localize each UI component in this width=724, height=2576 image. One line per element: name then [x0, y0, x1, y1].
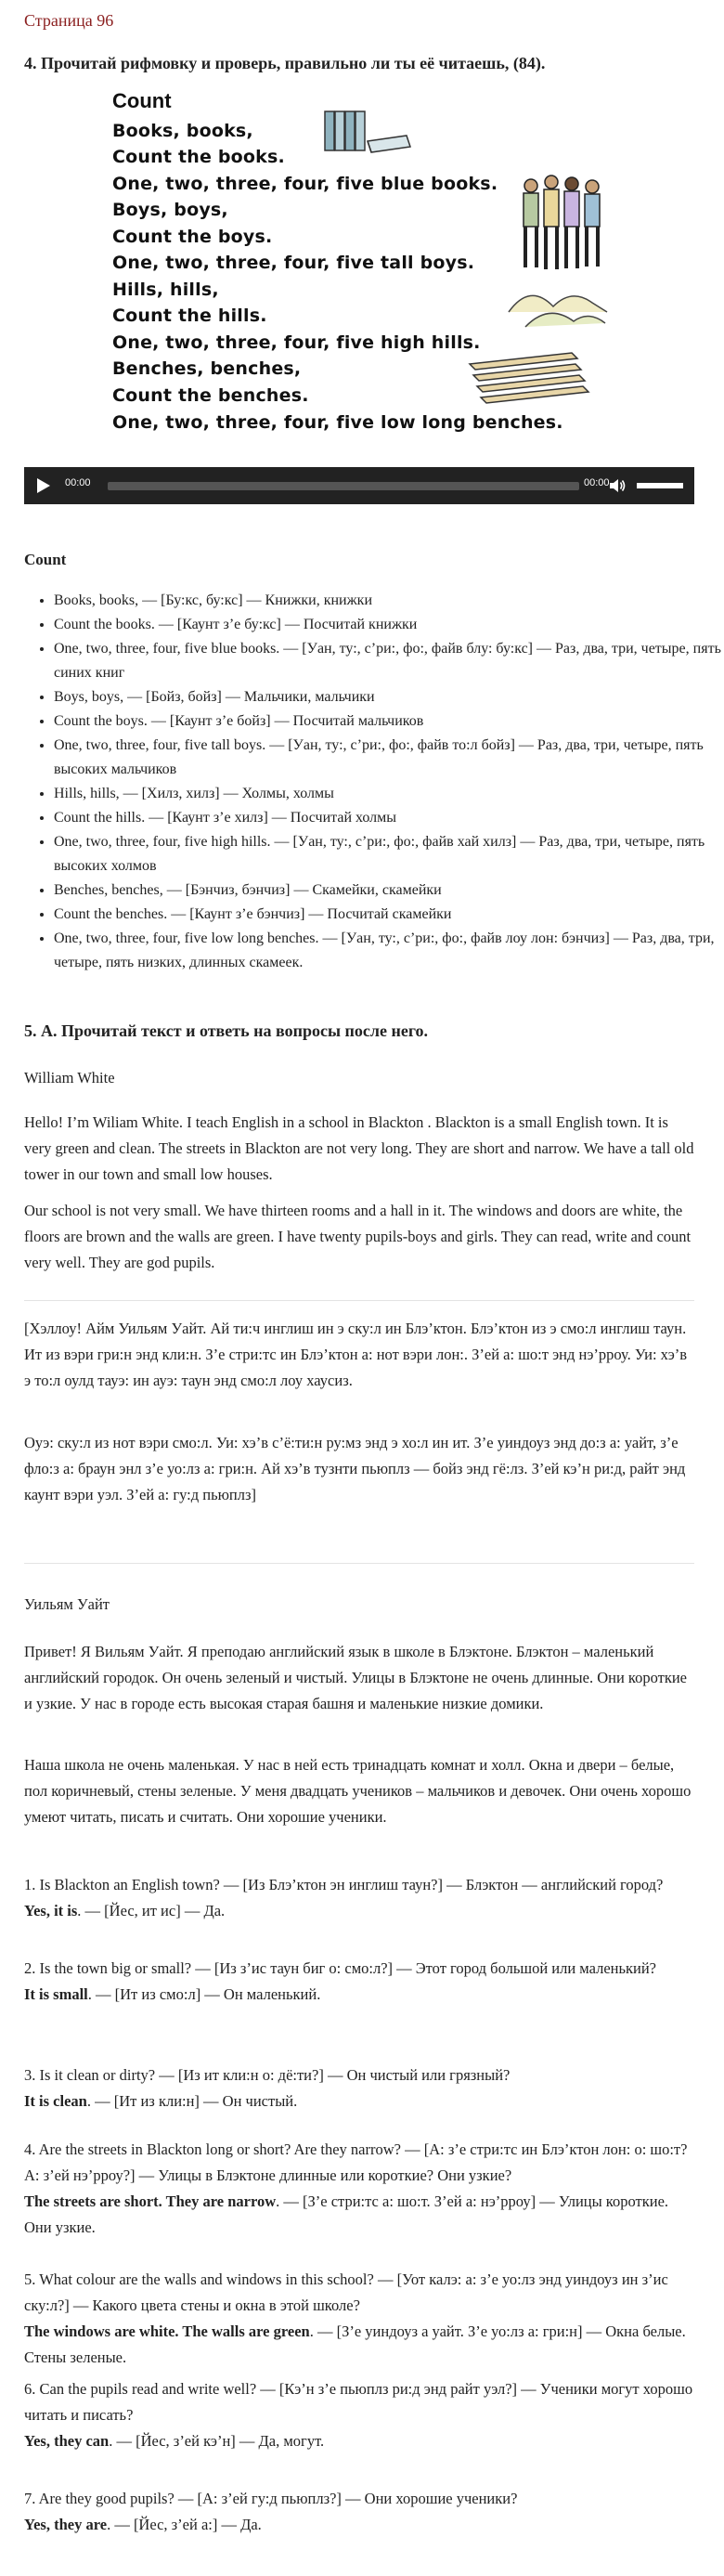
list-item: • One, two, three, four, five tall boys. — [Уан, ту:, с’ри:, фо:, файв то:л бойз] — Раз, два, три, четыре, пять высоких мальчиков	[54, 734, 724, 782]
divider	[24, 1563, 694, 1564]
answer-rest: . — [З’е уиндоуз а уайт. З’е уо:лз а: гри:н] — Окна белые. Стены зеленые.	[24, 2322, 686, 2366]
boys-icon	[518, 173, 611, 275]
rhyme-line: One, two, three, four, five low long benches.	[112, 412, 563, 433]
list-item: • One, two, three, four, five high hills. — [Уан, ту:, с’ри:, фо:, файв хай хилз] — Раз, два, три, четыре, пять высоких холмов	[54, 830, 724, 878]
rhyme-line: Count the hills.	[112, 306, 267, 326]
qa-item	[24, 2376, 694, 2454]
rhyme-title: Count	[112, 89, 172, 112]
task5-title: 5. А. Прочитай текст и ответь на вопросы после него.	[24, 1021, 429, 1040]
qa-item	[24, 2062, 694, 2114]
hills-icon	[507, 275, 609, 331]
text-paragraph: Our school is not very small. We have thirteen rooms and a hall in it. The windows and doors are white, the floors are brown and the walls are green. I have twenty pupils-boys and girls. They can read, write and count very well. They are god pupils.	[24, 1202, 692, 1271]
qa-item	[24, 2137, 694, 2241]
text-heading: William White	[24, 1069, 115, 1086]
rhyme-line: Count the boys.	[112, 227, 273, 247]
answer-en: The windows are white. The walls are green	[24, 2322, 310, 2340]
vocab-list	[24, 589, 724, 975]
rhyme-line: One, two, three, four, five blue books.	[112, 174, 498, 194]
qa-item	[24, 1872, 694, 1924]
qa-item	[24, 2267, 694, 2371]
translation-heading: Уильям Уайт	[24, 1595, 110, 1613]
answer-rest: . — [Йес, з’ей а:] — Да.	[107, 2516, 262, 2533]
question: 2. Is the town big or small? — [Из з’ис таун биг о: смо:л?] — Этот город большой или маленький?	[24, 1959, 657, 1977]
answer	[24, 1982, 694, 2008]
benches-icon	[460, 345, 600, 410]
qa-item	[24, 2486, 694, 2538]
answer	[24, 2428, 694, 2454]
rhyme-line: One, two, three, four, five high hills.	[112, 332, 481, 353]
text-paragraph: Hello! I’m Wiliam White. I teach English in a school in Blackton . Blackton is a small English town. It is very green and clean. The streets in Blackton are not very long. They are short and narrow. We have a tall old tower in our town and small low houses.	[24, 1113, 694, 1183]
answer	[24, 2088, 694, 2114]
rhyme-line: One, two, three, four, five tall boys.	[112, 253, 475, 273]
answer-rest: . — [Йес, з’ей кэ’н] — Да, могут.	[109, 2432, 325, 2450]
question: 4. Are the streets in Blackton long or short? Are they narrow? — [А: з’е стри:тс ин Блэ’ктон лон: о: шо:т? А: з’ей нэ’рроу?] — Улицы в Блэктоне длинные или короткие? Они узкие?	[24, 2140, 688, 2184]
audio-player	[24, 467, 694, 504]
answer-rest: . — [Ит из кли:н] — Он чистый.	[86, 2092, 298, 2110]
rhyme-picture	[89, 89, 609, 451]
rhyme-line: Hills, hills,	[112, 280, 219, 300]
list-item: • Books, books, — [Бу:кс, бу:кс] — Книжки, книжки	[54, 589, 724, 613]
answer-en: Yes, they are	[24, 2516, 108, 2533]
list-item: • One, two, three, four, five low long benches. — [Уан, ту:, с’ри:, фо:, файв лоу лон: бэнчиз] — Раз, два, три, четыре, пять низких, длинных скамеек.	[54, 927, 724, 975]
answer-en: Yes, they can	[24, 2432, 110, 2450]
books-icon	[321, 108, 414, 154]
list-item: • Boys, boys, — [Бойз, бойз] — Мальчики, мальчики	[54, 685, 724, 709]
list-item: • Count the boys. — [Каунт з’е бойз] — Посчитай мальчиков	[54, 709, 724, 734]
translation-paragraph: Привет! Я Вильям Уайт. Я преподаю английский язык в школе в Блэктоне. Блэктон – маленький английский городок. Он очень зеленый и чистый. Улицы в Блэктоне не очень длинные. Они короткие и узкие. У нас в городе есть высокая старая башня и маленькие низкие домики.	[24, 1643, 688, 1712]
rhyme-line: Benches, benches,	[112, 358, 302, 379]
page-label: Страница 96	[24, 11, 114, 30]
answer-rest: . — [Йес, ит ис] — Да.	[77, 1902, 226, 1919]
current-time: 00:00	[65, 477, 91, 488]
question: 6. Can the pupils read and write well? — [Кэ’н з’е пьюплз ри:д энд райт уэл?] — Ученики могут хорошо читать и писать?	[24, 2380, 693, 2424]
volume-icon[interactable]	[608, 478, 627, 493]
rhyme-line: Boys, boys,	[112, 200, 228, 220]
answer-en: It is small	[24, 1985, 88, 2003]
rhyme-line: Books, books,	[112, 121, 253, 141]
answer-rest: . — [З’е стри:тс а: шо:т. З’ей а: нэ’рроу] — Улицы короткие. Они узкие.	[24, 2192, 669, 2236]
question: 3. Is it clean or dirty? — [Из ит кли:н о: дё:ти?] — Он чистый или грязный?	[24, 2066, 511, 2084]
answer	[24, 2319, 694, 2371]
question: 1. Is Blackton an English town? — [Из Блэ’ктон эн инглиш таун?] — Блэктон — английский город?	[24, 1876, 664, 1893]
volume-slider[interactable]	[637, 483, 683, 488]
answer-rest: . — [Ит из смо:л] — Он маленький.	[87, 1985, 321, 2003]
list-item: • One, two, three, four, five blue books. — [Уан, ту:, с’ри:, фо:, файв блу: бу:кс] — Раз, два, три, четыре, пять синих книг	[54, 637, 724, 685]
transcription-paragraph: [Хэллоу! Айм Уильям Уайт. Ай ти:ч инглиш ин э ску:л ин Блэ’ктон. Блэ’ктон из э смо:л инглиш таун. Ит из вэри гри:н энд кли:н. З’е стри:тс ин Блэ’ктон а: нот вэри лон:. З’ей а: шо:т энд нэ’рроу. Уи: хэ’в э то:л оулд тауэ: ин ауэ: таун энд смо:л лоу хаусиз.	[24, 1320, 688, 1389]
divider	[24, 1300, 694, 1301]
rhyme-line: Count the benches.	[112, 385, 309, 406]
answer	[24, 1898, 694, 1924]
answer-en: The streets are short. They are narrow	[24, 2192, 277, 2210]
question: 7. Are they good pupils? — [А: з’ей гу:д пьюплз?] — Они хорошие ученики?	[24, 2490, 518, 2507]
list-item: • Hills, hills, — [Хилз, хилз] — Холмы, холмы	[54, 782, 724, 806]
transcription-paragraph: Оуэ: ску:л из нот вэри смо:л. Уи: хэ’в с’ё:ти:н ру:мз энд э хо:л ин ит. З’е уиндоуз энд до:з а: уайт, з’е фло:з а: браун энл з’е уо:лз а: гри:н. Ай хэ’в тузнти пьюплз — бойз энд гё:лз. З’ей кэ’н ри:д, райт энд каунт вэри уэл. З’ей а: гу:д пьюплз]	[24, 1434, 686, 1503]
vocab-title: Count	[24, 551, 67, 568]
rhyme-line: Count the books.	[112, 147, 285, 167]
play-button[interactable]	[37, 478, 50, 493]
seek-bar[interactable]	[108, 482, 579, 490]
duration: 00:00	[584, 477, 610, 488]
list-item: • Count the benches. — [Каунт з’е бэнчиз] — Посчитай скамейки	[54, 903, 724, 927]
list-item: • Benches, benches, — [Бэнчиз, бэнчиз] — Скамейки, скамейки	[54, 878, 724, 903]
answer-en: It is clean	[24, 2092, 87, 2110]
translation-paragraph: Наша школа не очень маленькая. У нас в ней есть тринадцать комнат и холл. Окна и двери – белые, пол коричневый, стены зеленые. У меня двадцать учеников – мальчиков и девочек. Они очень хорошо умеют читать, писать и считать. Они хорошие ученики.	[24, 1756, 692, 1826]
list-item: • Count the books. — [Каунт з’е бу:кс] — Посчитай книжки	[54, 613, 724, 637]
answer	[24, 2189, 694, 2241]
task4-title: 4. Прочитай рифмовку и проверь, правильно ли ты её читаешь, (84).	[24, 54, 546, 72]
question: 5. What colour are the walls and windows in this school? — [Уот калэ: а: з’е уо:лз энд уиндоуз ин з’ис ску:л?] — Какого цвета стены и окна в этой школе?	[24, 2270, 668, 2314]
list-item: • Count the hills. — [Каунт з’е хилз] — Посчитай холмы	[54, 806, 724, 830]
qa-item	[24, 1956, 694, 2008]
answer-en: Yes, it is	[24, 1902, 78, 1919]
answer	[24, 2512, 694, 2538]
